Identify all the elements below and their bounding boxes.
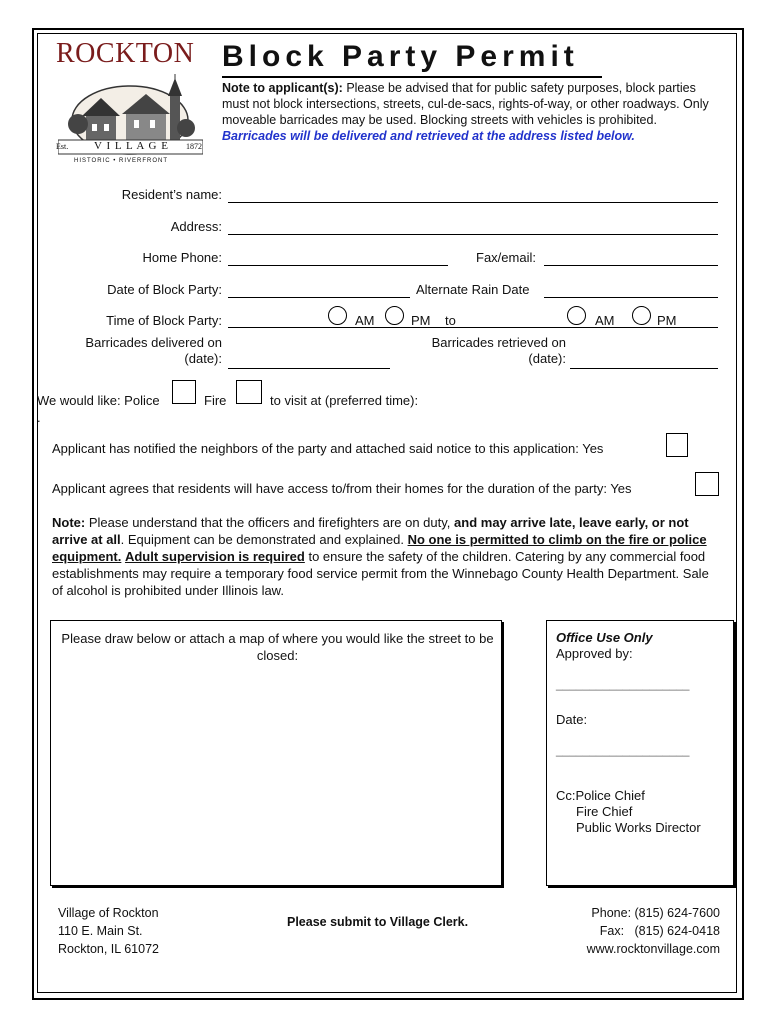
time-block-party-field[interactable] bbox=[228, 327, 718, 328]
footer-org: Village of Rockton bbox=[58, 906, 159, 920]
start-am-label: AM bbox=[355, 313, 375, 328]
office-use-title: Office Use Only bbox=[556, 630, 653, 645]
approved-by-label: Approved by: bbox=[556, 646, 633, 661]
office-date-blank[interactable]: ____________________ bbox=[556, 743, 690, 757]
barricades-delivered-line2: (date): bbox=[184, 351, 222, 366]
footer-fax: Fax: (815) 624-0418 bbox=[599, 924, 720, 938]
footer-phone: Phone: (815) 624-7600 bbox=[591, 906, 720, 920]
barricades-retrieved-line1: Barricades retrieved on bbox=[431, 335, 566, 350]
notice-underline-1: No one is permitted to climb on the fire or police equipment. bbox=[52, 532, 707, 564]
barricades-delivered-label bbox=[85, 335, 222, 367]
rockton-logo bbox=[48, 38, 218, 173]
resident-name-field[interactable] bbox=[228, 202, 718, 203]
notice-text-2: . Equipment can be demonstrated and explained. bbox=[120, 532, 408, 547]
cc-fire-chief: Fire Chief bbox=[576, 804, 633, 819]
note-text: Please be advised that for public safety purposes, block parties must not block intersections, streets, cul-de-sacs, rights-of-way, or other roadways. Only moveable barricades may be used. Blocking streets with vehicles is prohibited. bbox=[222, 81, 709, 127]
page-title: Block Party Permit bbox=[222, 40, 579, 73]
end-pm-label: PM bbox=[657, 313, 677, 328]
approved-by-blank[interactable]: ____________________ bbox=[556, 677, 690, 691]
barricades-delivered-field[interactable] bbox=[228, 368, 390, 369]
logo-year: 1872 bbox=[186, 142, 202, 151]
residents-access-checkbox[interactable] bbox=[695, 472, 719, 496]
barricades-retrieved-label bbox=[432, 335, 566, 367]
map-instructions: Please draw below or attach a map of where you would like the street to be closed: bbox=[61, 631, 494, 663]
to-visit-label: to visit at (preferred time): bbox=[270, 393, 419, 408]
end-am-radio[interactable] bbox=[567, 306, 586, 325]
stray-dot: . bbox=[37, 410, 41, 425]
neighbors-notified-checkbox[interactable] bbox=[666, 433, 688, 457]
logo-word: ROCKTON bbox=[56, 38, 195, 69]
footer-address bbox=[58, 904, 159, 958]
address-label: Address: bbox=[170, 219, 222, 234]
residents-access-text: Applicant agrees that residents will have access to/from their homes for the duration of the party: Yes bbox=[52, 481, 632, 496]
address-field[interactable] bbox=[228, 234, 718, 235]
we-would-like-label: We would like: Police bbox=[37, 393, 160, 408]
notice-underline-2: Adult supervision is required bbox=[124, 549, 305, 564]
neighbors-notified-text: Applicant has notified the neighbors of the party and attached said notice to this application: Yes bbox=[52, 441, 604, 456]
alternate-rain-date-label: Alternate Rain Date bbox=[416, 282, 530, 297]
footer-contact bbox=[560, 904, 720, 958]
end-pm-radio[interactable] bbox=[632, 306, 651, 325]
start-pm-radio[interactable] bbox=[385, 306, 404, 325]
resident-name-label: Resident’s name: bbox=[121, 187, 222, 202]
cc-public-works: Public Works Director bbox=[576, 820, 701, 835]
note-label: Note to applicant(s): bbox=[222, 81, 343, 95]
fire-label: Fire bbox=[204, 393, 227, 408]
office-date-label: Date: bbox=[556, 712, 588, 727]
start-am-radio[interactable] bbox=[328, 306, 347, 325]
supervision-notice bbox=[52, 514, 717, 599]
alternate-rain-date-field[interactable] bbox=[544, 297, 718, 298]
date-block-party-label: Date of Block Party: bbox=[107, 282, 222, 297]
footer-street: 110 E. Main St. bbox=[58, 924, 143, 938]
notice-text-4: to ensure the safety of the children. Catering by any commercial food establishments may require a temporary food service permit from the Winnebago County Health Department. Sale of alcohol is prohibited under Illinois law. bbox=[52, 549, 709, 598]
logo-village: V I L L A G E bbox=[94, 140, 169, 152]
notice-text-1: Please understand that the officers and firefighters are on duty, bbox=[85, 515, 455, 530]
end-am-label: AM bbox=[595, 313, 615, 328]
footer-city: Rockton, IL 61072 bbox=[58, 942, 159, 956]
time-block-party-label: Time of Block Party: bbox=[106, 313, 222, 328]
home-phone-label: Home Phone: bbox=[142, 250, 222, 265]
home-phone-field[interactable] bbox=[228, 265, 448, 266]
police-checkbox[interactable] bbox=[172, 380, 196, 404]
notice-label: Note: bbox=[52, 515, 86, 530]
barricades-retrieved-line2: (date): bbox=[528, 351, 566, 366]
fax-email-label: Fax/email: bbox=[476, 250, 536, 265]
logo-tagline: HISTORIC • RIVERFRONT bbox=[74, 158, 168, 164]
note-blue-text: Barricades will be delivered and retrieved at the address listed below. bbox=[222, 129, 635, 143]
applicant-note bbox=[222, 80, 722, 144]
office-use-content bbox=[556, 630, 728, 836]
fire-checkbox[interactable] bbox=[236, 380, 262, 404]
notice-bold-1: and may arrive late, leave early, or not arrive at all bbox=[52, 515, 689, 547]
to-label: to bbox=[445, 313, 456, 328]
cc-police-chief: Cc:Police Chief bbox=[556, 788, 645, 803]
start-pm-label: PM bbox=[411, 313, 431, 328]
logo-est: Est. bbox=[56, 142, 69, 151]
submit-instruction: Please submit to Village Clerk. bbox=[287, 915, 469, 929]
barricades-retrieved-field[interactable] bbox=[570, 368, 718, 369]
footer-website[interactable]: www.rocktonvillage.com bbox=[586, 942, 720, 956]
barricades-delivered-line1: Barricades delivered on bbox=[85, 335, 222, 350]
title-underline bbox=[222, 76, 602, 78]
fax-email-field[interactable] bbox=[544, 265, 718, 266]
date-block-party-field[interactable] bbox=[228, 297, 410, 298]
